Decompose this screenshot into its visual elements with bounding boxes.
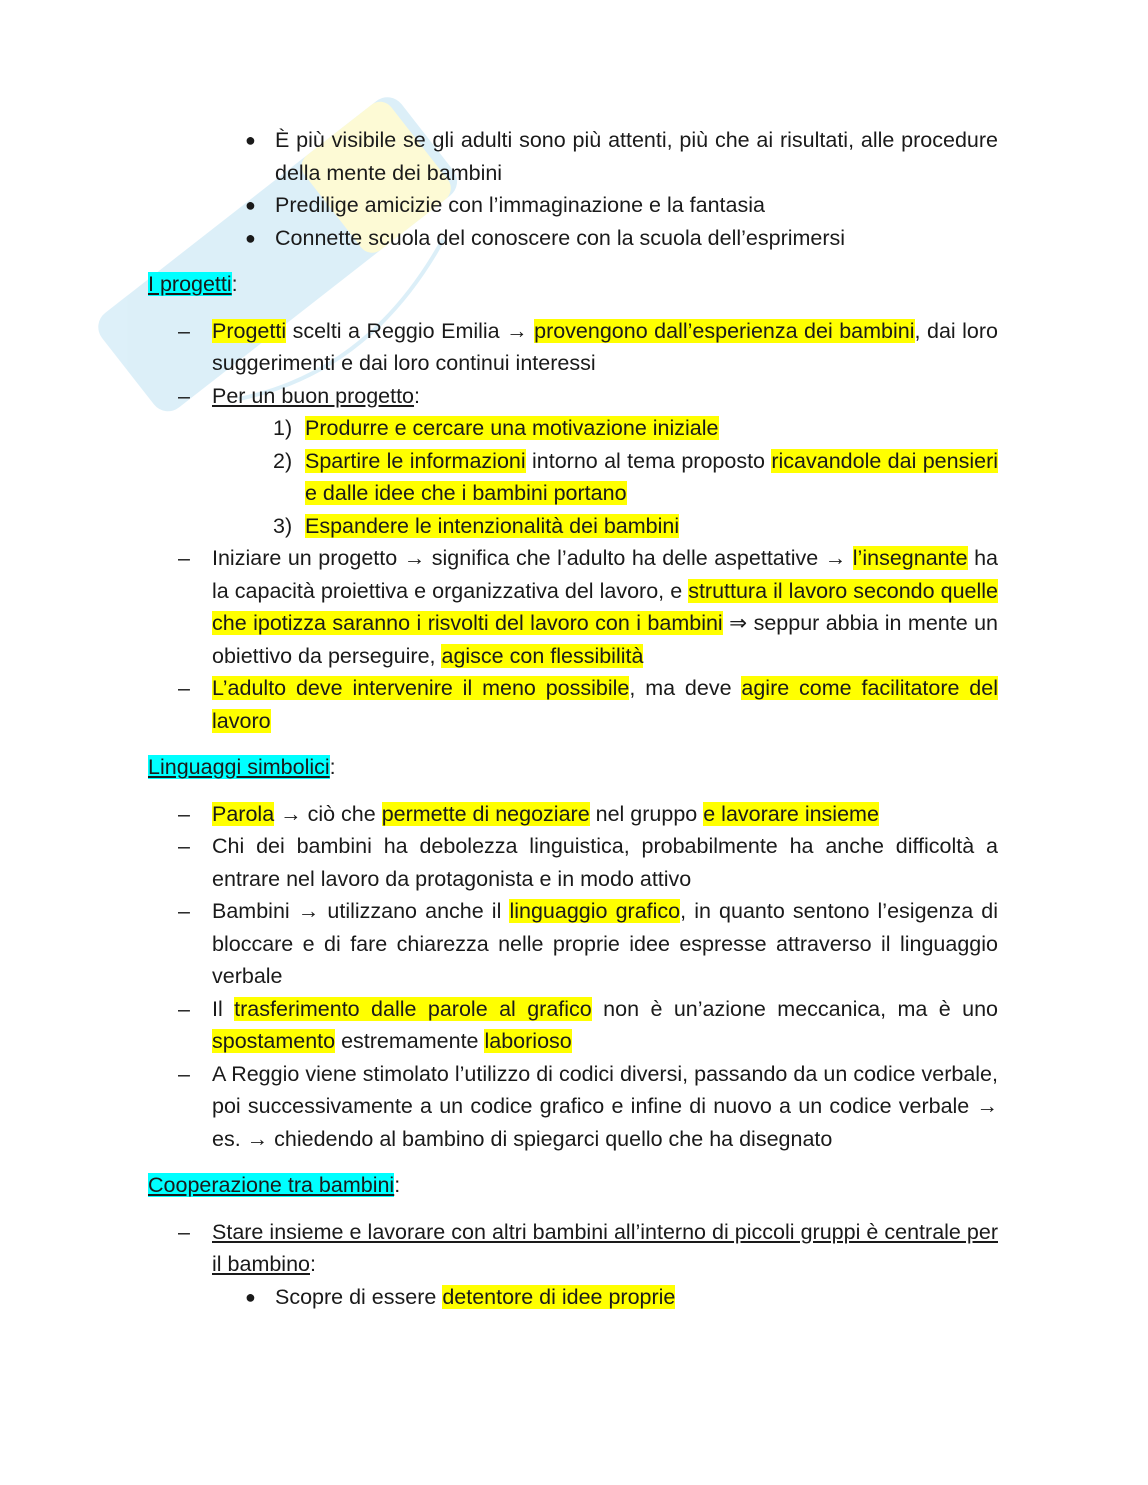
list-item: ● Predilige amicizie con l’immaginazione e la fantasia <box>148 189 998 222</box>
dash-marker: – <box>178 383 190 408</box>
bullet-marker: ● <box>245 1286 256 1307</box>
dash-marker: – <box>178 1061 190 1086</box>
number-marker: 1) <box>273 416 293 440</box>
list-item: ● Scopre di essere detentore di idee proprie <box>212 1281 998 1314</box>
cooperazione-sublist <box>212 1281 998 1314</box>
dash-marker: – <box>178 996 190 1021</box>
dash-marker: – <box>178 546 190 570</box>
list-item: – Per un buon progetto: 1) Produrre e cercare una motivazione iniziale 2) Spartire le informazioni intorno al tema proposto ricavandole dai pensieri e dalle idee che i bambini portano 3) Espandere le intenzionalità dei bambini <box>148 380 998 543</box>
dash-marker: – <box>178 834 190 858</box>
list-item: ● Connette scuola del conoscere con la scuola dell’esprimersi <box>148 222 998 255</box>
number-marker: 2) <box>273 448 293 473</box>
section-heading-progetti: I progetti: <box>148 272 238 296</box>
dash-marker: – <box>178 318 190 343</box>
section-heading-cooperazione: Cooperazione tra bambini: <box>148 1173 401 1197</box>
section-heading-linguaggi: Linguaggi simbolici: <box>148 755 336 779</box>
number-marker: 3) <box>273 513 293 538</box>
list-item: – Progetti scelti a Reggio Emilia → provengono dall’esperienza dei bambini, dai loro suggerimenti e dai loro continui interessi <box>148 315 998 380</box>
progetti-list <box>148 315 998 738</box>
list-item: – L’adulto deve intervenire il meno possibile, ma deve agire come facilitatore del lavoro <box>148 672 998 737</box>
list-item: ● È più visibile se gli adulti sono più attenti, più che ai risultati, alle procedure della mente dei bambini <box>148 124 998 189</box>
linguaggi-list <box>148 798 998 1156</box>
dash-marker: – <box>178 1219 190 1244</box>
intro-bullet-list <box>148 124 998 254</box>
list-item: – Stare insieme e lavorare con altri bambini all’interno di piccoli gruppi è centrale per il bambino: ● Scopre di essere detentore di idee proprie <box>148 1216 998 1314</box>
list-item: 3) Espandere le intenzionalità dei bambini <box>148 510 998 543</box>
list-item: 2) Spartire le informazioni intorno al tema proposto ricavandole dai pensieri e dalle idee che i bambini portano <box>148 445 998 510</box>
bullet-marker: ● <box>245 195 256 215</box>
list-item: – Il trasferimento dalle parole al grafico non è un’azione meccanica, ma è uno spostamento estremamente laborioso <box>148 993 998 1058</box>
cooperazione-list <box>148 1216 998 1314</box>
dash-marker: – <box>178 899 190 923</box>
dash-marker: – <box>178 801 190 826</box>
list-item: 1) Produrre e cercare una motivazione iniziale <box>148 412 998 445</box>
bullet-marker: ● <box>245 130 256 150</box>
numbered-steps <box>148 412 998 542</box>
list-item: – Chi dei bambini ha debolezza linguistica, probabilmente ha anche difficoltà a entrare nel lavoro da protagonista e in modo attivo <box>148 830 998 895</box>
dash-marker: – <box>178 676 190 700</box>
list-item: – Iniziare un progetto → significa che l’adulto ha delle aspettative → l’insegnante ha la capacità proiettiva e organizzativa del lavoro, e struttura il lavoro secondo quelle che ipotizza saranno i risvolti del lavoro con i bambini ⇒ seppur abbia in mente un obiettivo da perseguire, agisce con flessibilità <box>148 542 998 672</box>
notes-body <box>148 124 998 1313</box>
list-item: – Bambini → utilizzano anche il linguaggio grafico, in quanto sentono l’esigenza di bloccare e di fare chiarezza nelle proprie idee espresse attraverso il linguaggio verbale <box>148 895 998 993</box>
list-item: – A Reggio viene stimolato l’utilizzo di codici diversi, passando da un codice verbale, poi successivamente a un codice grafico e infine di nuovo a un codice verbale → es. → chiedendo al bambino di spiegarci quello che ha disegnato <box>148 1058 998 1156</box>
bullet-marker: ● <box>245 227 256 248</box>
list-item: – Parola → ciò che permette di negoziare nel gruppo e lavorare insieme <box>148 798 998 831</box>
